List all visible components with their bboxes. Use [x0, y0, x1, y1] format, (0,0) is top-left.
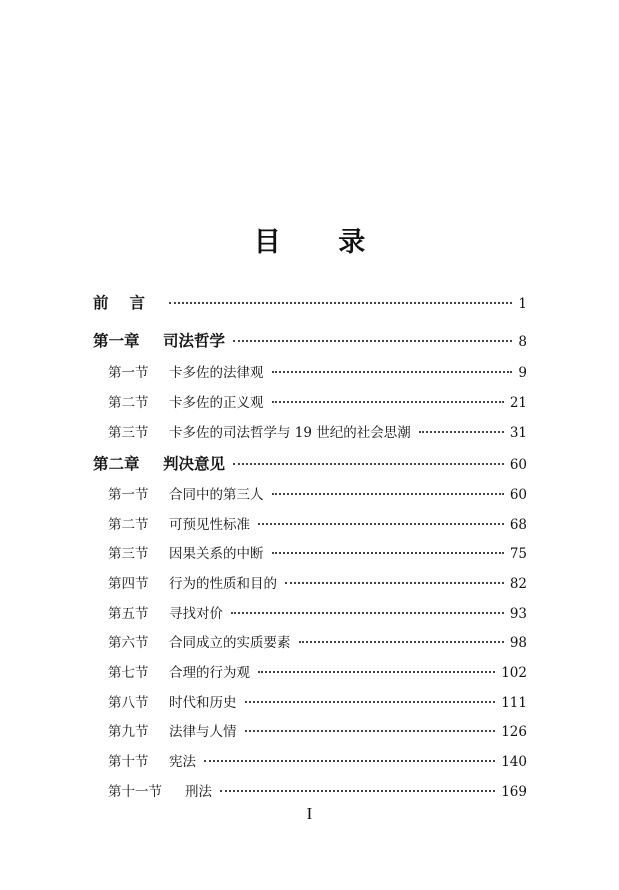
entry-page: 82	[509, 576, 527, 592]
dot-leader	[220, 790, 495, 792]
dot-leader	[285, 582, 504, 584]
entry-title: 合同成立的实质要素	[169, 635, 291, 651]
toc-entry-chapter-1[interactable]	[93, 329, 527, 351]
dot-leader	[258, 523, 504, 525]
toc-entry-section[interactable]	[108, 391, 527, 411]
toc-entry-section[interactable]	[108, 421, 527, 441]
entry-number: 第二章	[93, 454, 140, 473]
entry-number: 第七节	[108, 665, 149, 681]
entry-number: 第二节	[108, 395, 149, 411]
entry-page: 68	[509, 517, 527, 533]
entry-title: 合理的行为观	[169, 665, 250, 681]
entry-title: 因果关系的中断	[169, 546, 264, 562]
dot-leader	[258, 671, 495, 673]
toc-entry-section[interactable]	[108, 572, 527, 592]
dot-leader	[272, 552, 504, 554]
entry-title: 刑法	[185, 784, 212, 800]
entry-number: 第八节	[108, 695, 149, 711]
entry-page: 75	[509, 546, 527, 562]
dot-leader	[233, 463, 504, 465]
entry-page: 21	[509, 395, 527, 411]
toc-entry-section[interactable]	[108, 661, 527, 681]
entry-number: 第一节	[108, 487, 149, 503]
dot-leader	[299, 641, 504, 643]
toc-entry-preface[interactable]	[93, 291, 527, 313]
entry-number: 第一章	[93, 331, 140, 350]
dot-leader	[204, 760, 495, 762]
toc-entry-section[interactable]	[108, 483, 527, 503]
entry-page: 9	[518, 365, 527, 381]
entry-title: 行为的性质和目的	[169, 576, 277, 592]
entry-title: 合同中的第三人	[169, 487, 264, 503]
entry-title: 法律与人情	[169, 724, 237, 740]
entry-number: 第一节	[108, 365, 149, 381]
entry-title: 判决意见	[163, 454, 226, 473]
entry-title: 可预见性标准	[169, 517, 250, 533]
dot-leader	[272, 401, 504, 403]
dot-leader	[231, 612, 504, 614]
dot-leader	[419, 431, 504, 433]
dot-leader	[245, 701, 496, 703]
entry-page: 140	[501, 754, 527, 770]
entry-title: 卡多佐的法律观	[169, 365, 264, 381]
toc-entry-section[interactable]	[108, 750, 527, 770]
entry-number: 第六节	[108, 635, 149, 651]
dot-leader	[272, 371, 513, 373]
entry-number: 第二节	[108, 517, 149, 533]
entry-page: 1	[518, 296, 527, 312]
toc-entry-section[interactable]	[108, 542, 527, 562]
entry-page: 98	[509, 635, 527, 651]
toc-entry-section[interactable]	[108, 631, 527, 651]
entry-number: 第三节	[108, 546, 149, 562]
entry-number: 前言	[93, 293, 167, 312]
page-number: I	[306, 804, 313, 823]
entry-number: 第九节	[108, 724, 149, 740]
toc-entry-section[interactable]	[108, 602, 527, 622]
toc-entry-section[interactable]	[108, 691, 527, 711]
dot-leader	[233, 340, 512, 342]
toc-title: 目 录	[253, 227, 390, 258]
dot-leader	[169, 302, 512, 304]
dot-leader	[245, 730, 496, 732]
entry-page: 102	[501, 665, 527, 681]
entry-page: 60	[509, 487, 527, 503]
entry-title: 卡多佐的正义观	[169, 395, 264, 411]
dot-leader	[272, 493, 504, 495]
entry-number: 第五节	[108, 606, 149, 622]
entry-number: 第十一节	[108, 784, 162, 800]
entry-title: 寻找对价	[169, 606, 223, 622]
entry-page: 8	[518, 334, 527, 350]
entry-title: 时代和历史	[169, 695, 237, 711]
toc-entry-section[interactable]	[108, 361, 527, 381]
entry-title: 司法哲学	[163, 331, 226, 350]
entry-number: 第四节	[108, 576, 149, 592]
entry-page: 31	[509, 425, 527, 441]
toc-entry-section[interactable]	[108, 720, 527, 740]
entry-page: 169	[501, 784, 527, 800]
entry-page: 126	[501, 724, 527, 740]
entry-page: 93	[509, 606, 527, 622]
entry-number: 第三节	[108, 425, 149, 441]
toc-entry-section[interactable]	[108, 780, 527, 800]
toc-entry-section[interactable]	[108, 513, 527, 533]
entry-title: 卡多佐的司法哲学与 19 世纪的社会思潮	[169, 425, 411, 441]
entry-number: 第十节	[108, 754, 149, 770]
entry-page: 111	[501, 695, 527, 711]
entry-page: 60	[509, 457, 527, 473]
entry-title: 宪法	[169, 754, 196, 770]
toc-entry-chapter-2[interactable]	[93, 452, 527, 474]
